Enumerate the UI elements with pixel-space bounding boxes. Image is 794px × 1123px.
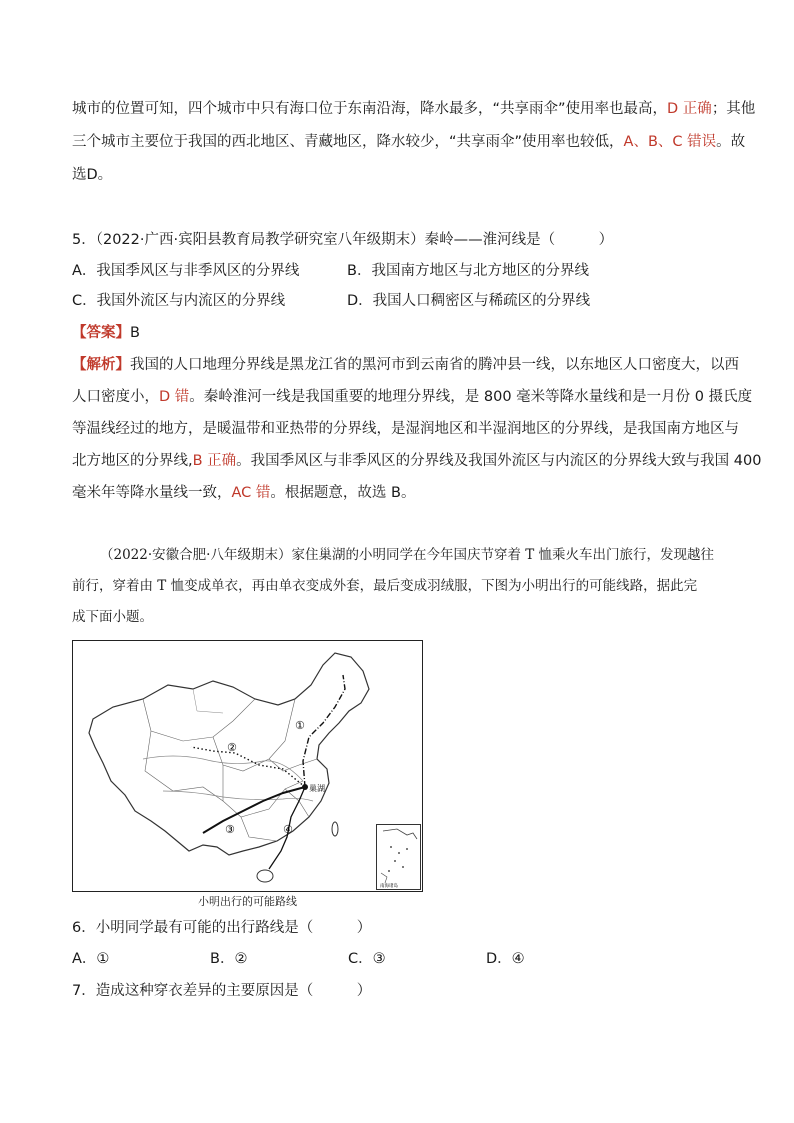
text-segment: 我国的人口地理分界线是黑龙江省的黑河市到云南省的腾冲县一线，以东地区人口密度大，以西 [130,357,739,373]
answer-value: B [130,325,140,341]
text-segment: 三个城市主要位于我国的西北地区、青藏地区，降水较少，“共享雨伞”使用率也较低， [72,134,624,150]
south-china-sea-inset [376,824,421,890]
analysis-label: 【解析】 [72,357,130,373]
q5-analysis-line-5 [72,483,415,503]
chaohu-point [302,784,308,790]
label-route-1: ① [295,719,305,732]
prev-answer-line-1 [72,99,755,119]
highlight-wrong: A、B、C 错误 [623,134,717,150]
china-map-illustration [73,641,422,891]
q5-option-a[interactable]: A．我国季风区与非季风区的分界线 [72,263,300,279]
highlight-wrong: AC 错 [231,485,271,501]
text-segment: 毫米年等降水量线一致， [72,485,232,501]
text-segment: 。故 [716,134,746,150]
q7-stem: 7．造成这种穿衣差异的主要原因是（ ） [72,983,372,999]
q5-analysis-line-3: 等温线经过的地方，是暖温带和亚热带的分界线，是湿润地区和半湿润地区的分界线，是我国南方地区与 [72,421,739,437]
highlight-correct: B 正确 [192,453,237,469]
q6-option-d[interactable]: D．④ [486,951,525,967]
highlight-correct: D 正确 [667,101,712,117]
route-2 [191,747,305,787]
q5-analysis-line-4 [72,451,761,471]
city-label: 巢湖 [309,784,325,793]
q6-option-c[interactable]: C．③ [348,951,386,967]
prev-answer-line-2 [72,132,745,152]
map-caption: 小明出行的可能路线 [198,895,297,908]
q5-analysis-line-2 [72,387,752,407]
passage-line-2: 前行，穿着由 T 恤变成单衣，再由单衣变成外套，最后变成羽绒服，下图为小明出行的可能线路，据此完 [72,578,698,594]
passage-line-3: 成下面小题。 [72,609,153,625]
text-segment: 。秦岭淮河一线是我国重要的地理分界线，是 800 毫米等降水量线和是一月份 0 摄氏度 [189,389,753,405]
text-segment: 人口密度小， [72,389,159,405]
q5-stem: 5．（2022·广西·宾阳县教育局教学研究室八年级期末）秦岭——淮河线是（ ） [72,232,614,248]
label-route-2: ② [227,741,237,754]
q5-option-b[interactable]: B．我国南方地区与北方地区的分界线 [347,263,589,279]
text-segment: 。我国季风区与非季风区的分界线及我国外流区与内流区的分界线大致与我国 400 [236,453,762,469]
q5-analysis-line-1 [72,355,739,375]
q5-answer [72,323,140,343]
text-segment: ；其他 [711,101,756,117]
passage-line-1: （2022·安徽合肥·八年级期末）家住巢湖的小明同学在今年国庆节穿着 T 恤乘火车出门旅行，发现越往 [100,547,715,563]
q6-option-b[interactable]: B．② [210,951,248,967]
q5-option-d[interactable]: D．我国人口稠密区与稀疏区的分界线 [347,293,591,309]
answer-label: 【答案】 [72,325,130,341]
label-route-3: ③ [225,823,235,836]
route-1 [303,675,345,787]
text-segment: 北方地区的分界线, [72,453,193,469]
q6-stem: 6．小明同学最有可能的出行路线是（ ） [72,920,372,936]
route-map [72,640,423,892]
q5-option-c[interactable]: C．我国外流区与内流区的分界线 [72,293,286,309]
label-route-4: ④ [283,823,293,836]
text-segment: 。根据题意，故选 B。 [270,485,416,501]
highlight-wrong: D 错 [159,389,190,405]
q6-option-a[interactable]: A．① [72,951,110,967]
prev-answer-line-3: 选D。 [72,167,113,183]
inset-label: 南海诸岛 [380,884,398,889]
text-segment: 城市的位置可知，四个城市中只有海口位于东南沿海，降水最多，“共享雨伞”使用率也最高， [72,101,668,117]
